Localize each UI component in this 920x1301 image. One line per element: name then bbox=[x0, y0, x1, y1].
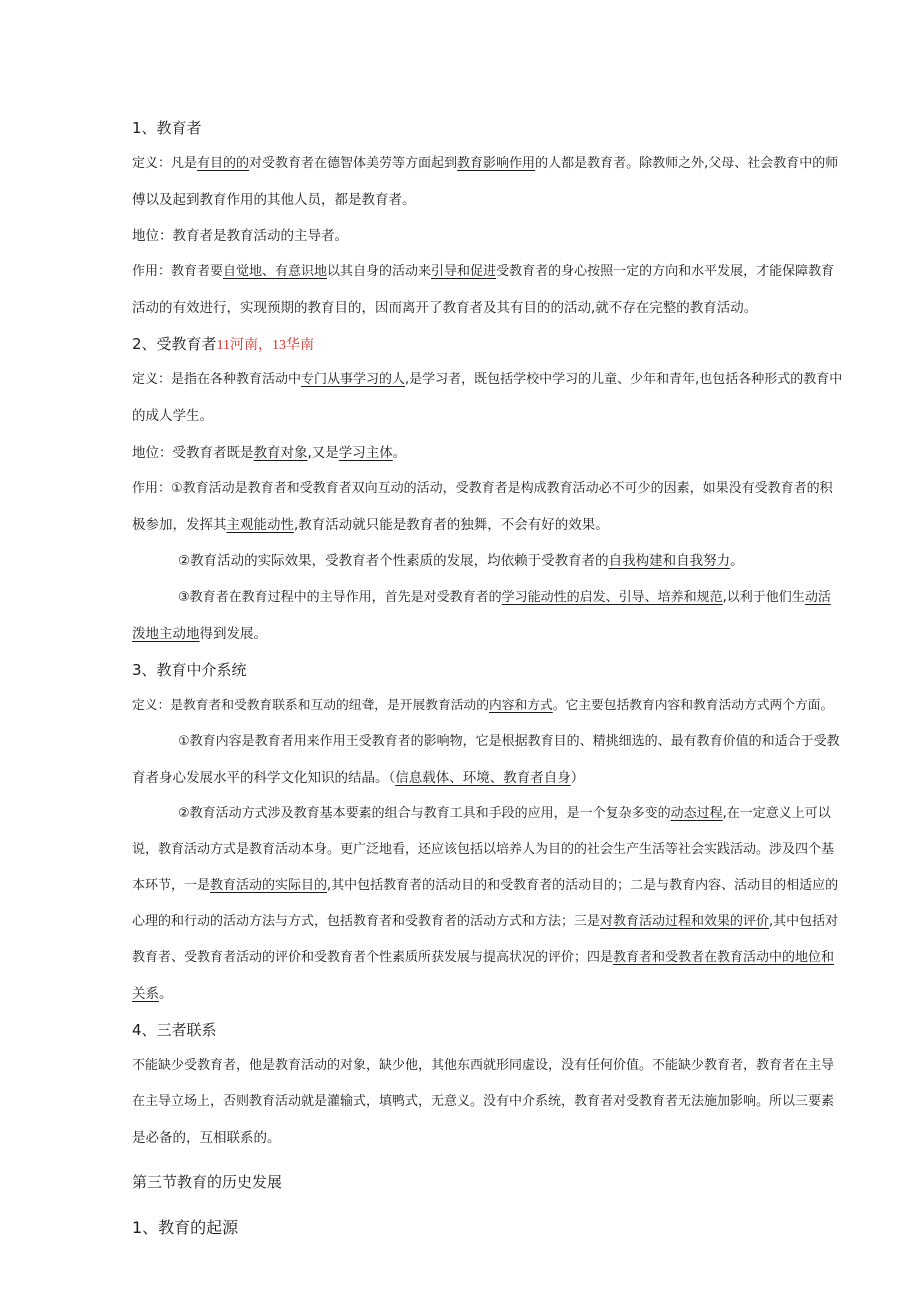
method-point: ②教育活动方式涉及教育基本要素的组合与教育工具和手段的应用，是一个复杂多变的动态过程,在一定意义上可以 bbox=[178, 806, 831, 821]
exam-tag: 11河南，13华南 bbox=[216, 338, 315, 353]
learner-definition-cont: 的成人学生。 bbox=[132, 408, 213, 424]
relationship-line-2: 在主导立场上，否则教育活动就是灌输式，填鸭式，无意义。没有中介系统，教育者对受教育者无法施加影响。所以三要素 bbox=[132, 1094, 835, 1109]
mediation-definition: 定义：是教育者和受教育联系和互动的纽聋，是开展教育活动的内容和方式。它主要包括教育内容和教育活动方式两个方面。 bbox=[132, 698, 834, 713]
educator-definition: 定义：凡是有目的的对受教育者在德智体美劳等方面起到教育影响作用的人都是教育者。除教师之外,父母、社会教育中的师 bbox=[132, 156, 839, 171]
educator-position: 地位：教育者是教育活动的主导者。 bbox=[132, 228, 348, 244]
heading-history: 第三节教育的历史发展 bbox=[132, 1173, 283, 1191]
relationship-line-3: 是必备的，互相联系的。 bbox=[132, 1130, 281, 1146]
relationship-line-1: 不能缺少受教育者，他是教育活动的对象，缺少他，其他东西就形同虚设，没有任何价值。不能缺少教育者，教育者在主导 bbox=[132, 1058, 835, 1073]
content-point-cont: 育者身心发展水平的科学文化知识的结晶。（信息载体、环境、教育者自身） bbox=[132, 770, 585, 786]
learner-role-3-cont: 泼地主动地得到发展。 bbox=[132, 626, 267, 642]
heading-educator: 1、教育者 bbox=[132, 119, 202, 137]
learner-role-2: ②教育活动的实际效果，受教育者个性素质的发展，均依赖于受教育者的自我构建和自我努力。 bbox=[178, 553, 744, 569]
method-point-cont-3: 心理的和行动的活动方法与方式，包括教育者和受教育者的活动方式和方法；三是对教育活动过程和效果的评价,其中包括对 bbox=[132, 914, 839, 929]
learner-role-1-cont: 极参加，发挥其主观能动性,教育活动就只能是教育者的独舞，不会有好的效果。 bbox=[132, 517, 609, 533]
method-point-cont-1: 说，教育活动方式是教育活动本身。更广泛地看，还应该包括以培养人为目的的社会生产生活等社会实践活动。涉及四个基 bbox=[132, 842, 835, 857]
heading-origin: 1、教育的起源 bbox=[132, 1218, 239, 1237]
heading-mediation: 3、教育中介系统 bbox=[132, 661, 247, 679]
method-point-cont-5: 关系。 bbox=[132, 986, 173, 1002]
method-point-cont-4: 教育者、受教育者活动的评价和受教育者个性素质所获发展与提高状况的评价；四是教育者和受教者在教育活动中的地位和 bbox=[132, 950, 835, 965]
method-point-cont-2: 本环节，一是教育活动的实际目的,其中包括教育者的活动目的和受教育者的活动目的；二是与教育内容、活动目的相适应的 bbox=[132, 878, 839, 893]
educator-role-cont: 活动的有效进行，实现预期的教育目的，因而离开了教育者及其有目的的活动,就不存在完整的教育活动。 bbox=[132, 300, 758, 316]
learner-definition: 定义：是指在各种教育活动中专门从事学习的人,是学习者，既包括学校中学习的儿童、少年和青年,也包括各种形式的教育中 bbox=[132, 372, 843, 387]
learner-position: 地位：受教育者既是教育对象,又是学习主体。 bbox=[132, 445, 407, 461]
heading-relationship: 4、三者联系 bbox=[132, 1021, 217, 1039]
learner-role-3: ③教育者在教育过程中的主导作用，首先是对受教育者的学习能动性的启发、引导、培养和规范,以利于他们生动活 bbox=[178, 590, 831, 605]
educator-role: 作用：教育者要自觉地、有意识地以其自身的活动来引导和促进受教育者的身心按照一定的方向和水平发展，才能保障教育 bbox=[132, 264, 835, 279]
heading-learner: 2、受教育者11河南，13华南 bbox=[132, 335, 315, 353]
learner-role-1: 作用：①教育活动是教育者和受教育者双向互动的活动，受教育者是构成教育活动必不可少的因素，如果没有受教育者的积 bbox=[132, 481, 833, 496]
educator-definition-cont: 傅以及起到教育作用的其他人员，都是教育者。 bbox=[132, 192, 416, 208]
content-point: ①教育内容是教育者用来作用王受教育者的影响物，它是根据教育目的、精挑细选的、最有教育价值的和适合于受教 bbox=[178, 734, 840, 749]
